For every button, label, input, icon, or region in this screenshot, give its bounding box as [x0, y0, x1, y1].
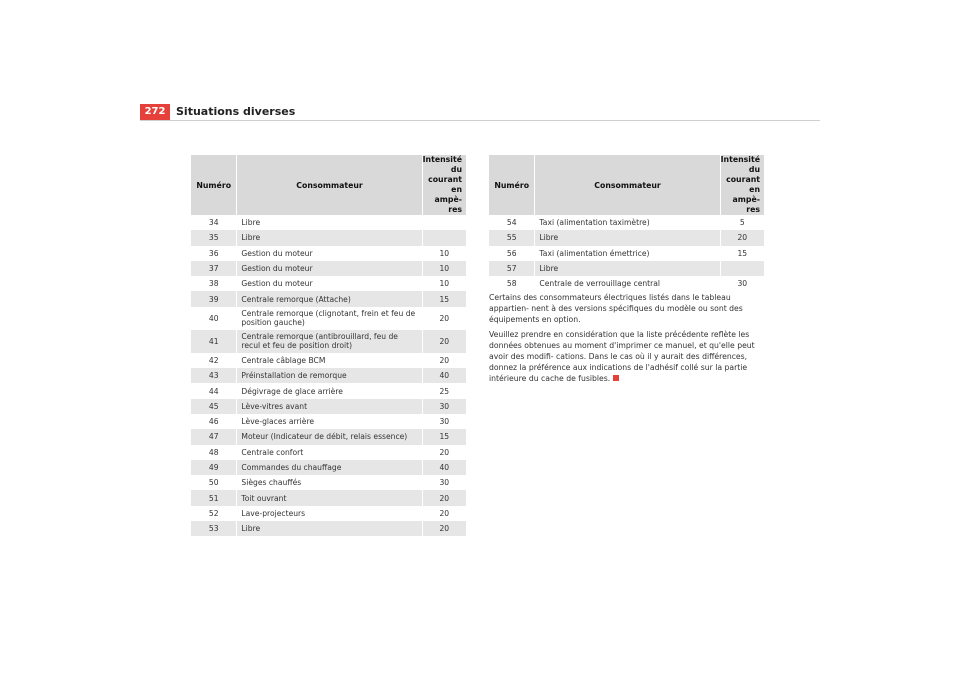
table-row: [191, 429, 466, 444]
current-cell: [720, 261, 764, 276]
current-cell: 20: [422, 490, 466, 505]
table-header-row: [191, 155, 466, 215]
note-paragraph-optional: Certains des consommateurs électriques listés dans le tableau appartien- nent à des versions spécifiques du modèle ou sont des équipements en option.: [489, 293, 743, 324]
consumer-cell: Gestion du moteur: [237, 276, 422, 291]
current-cell: 5: [720, 215, 764, 230]
table-header-row: [489, 155, 764, 215]
current-cell: 40: [422, 368, 466, 383]
table-row: [191, 506, 466, 521]
current-cell: 20: [422, 307, 466, 330]
consumer-cell: Sièges chauffés: [237, 475, 422, 490]
note-paragraph-label-precedence: [489, 329, 765, 384]
current-cell: 15: [422, 429, 466, 444]
fuse-number-cell: 37: [191, 261, 237, 276]
consumer-cell: Taxi (alimentation taximètre): [535, 215, 720, 230]
fuse-number-cell: 36: [191, 246, 237, 261]
current-header-line: en ampè-: [732, 185, 760, 204]
fuse-number-cell: 39: [191, 291, 237, 306]
current-cell: 10: [422, 246, 466, 261]
consumer-cell: Centrale remorque (Attache): [237, 291, 422, 306]
consumer-cell: Libre: [237, 521, 422, 536]
current-header-line: Intensité: [720, 155, 760, 164]
fuse-table-right: [489, 155, 764, 291]
fuse-number-cell: 38: [191, 276, 237, 291]
current-cell: 10: [422, 276, 466, 291]
table-row: [191, 445, 466, 460]
table-row: [191, 276, 466, 291]
table-row: [191, 261, 466, 276]
table-row: [191, 399, 466, 414]
consumer-cell: Libre: [237, 215, 422, 230]
table-row: [191, 368, 466, 383]
table-row: [191, 215, 466, 230]
current-header-line: res: [746, 205, 760, 214]
consumer-cell: Gestion du moteur: [237, 261, 422, 276]
table-row: [489, 230, 764, 245]
table-row: [191, 460, 466, 475]
column-header-consumer: Consommateur: [237, 155, 422, 215]
header-rule: [140, 120, 820, 121]
table-row: [489, 215, 764, 230]
column-header-consumer: Consommateur: [535, 155, 720, 215]
current-cell: 25: [422, 383, 466, 398]
current-cell: 20: [422, 353, 466, 368]
current-cell: 15: [720, 246, 764, 261]
current-cell: 20: [422, 445, 466, 460]
fuse-number-cell: 56: [489, 246, 535, 261]
current-cell: 20: [422, 330, 466, 353]
consumer-cell: Libre: [535, 230, 720, 245]
table-row: [191, 230, 466, 245]
fuse-number-cell: 49: [191, 460, 237, 475]
consumer-cell: Moteur (Indicateur de débit, relais essence): [237, 429, 422, 444]
fuse-number-cell: 34: [191, 215, 237, 230]
column-header-current: [720, 155, 764, 215]
fuse-number-cell: 48: [191, 445, 237, 460]
current-cell: 20: [720, 230, 764, 245]
consumer-cell: Gestion du moteur: [237, 246, 422, 261]
table-row: [191, 383, 466, 398]
current-cell: 30: [422, 399, 466, 414]
table-row: [489, 246, 764, 261]
fuse-number-cell: 41: [191, 330, 237, 353]
current-header-line: en ampè-: [434, 185, 462, 204]
table-row: [191, 307, 466, 330]
fuse-number-cell: 42: [191, 353, 237, 368]
current-cell: 15: [422, 291, 466, 306]
fuse-number-cell: 53: [191, 521, 237, 536]
current-cell: 30: [422, 475, 466, 490]
consumer-cell: Lève-vitres avant: [237, 399, 422, 414]
fuse-number-cell: 45: [191, 399, 237, 414]
fuse-number-cell: 40: [191, 307, 237, 330]
consumer-cell: Préinstallation de remorque: [237, 368, 422, 383]
column-header-number: Numéro: [191, 155, 237, 215]
fuse-number-cell: 50: [191, 475, 237, 490]
consumer-cell: Dégivrage de glace arrière: [237, 383, 422, 398]
consumer-cell: Toit ouvrant: [237, 490, 422, 505]
consumer-cell: Libre: [535, 261, 720, 276]
fuse-number-cell: 55: [489, 230, 535, 245]
current-cell: 20: [422, 521, 466, 536]
table-row: [191, 353, 466, 368]
fuse-number-cell: 46: [191, 414, 237, 429]
current-cell: 30: [422, 414, 466, 429]
current-cell: [422, 215, 466, 230]
page-number: 272: [140, 104, 170, 120]
fuse-number-cell: 44: [191, 383, 237, 398]
consumer-cell: Taxi (alimentation émettrice): [535, 246, 720, 261]
fuse-number-cell: 58: [489, 276, 535, 291]
consumer-cell: Libre: [237, 230, 422, 245]
consumer-cell: Centrale de verrouillage central: [535, 276, 720, 291]
consumer-cell: Centrale remorque (clignotant, frein et feu de position gauche): [237, 307, 422, 330]
table-row: [191, 246, 466, 261]
consumer-cell: Centrale confort: [237, 445, 422, 460]
fuse-number-cell: 35: [191, 230, 237, 245]
current-cell: 40: [422, 460, 466, 475]
end-of-section-icon: [613, 375, 619, 381]
consumer-cell: Lève-glaces arrière: [237, 414, 422, 429]
consumer-cell: Centrale remorque (antibrouillard, feu de recul et feu de position droit): [237, 330, 422, 353]
consumer-cell: Lave-projecteurs: [237, 506, 422, 521]
table-row: [191, 414, 466, 429]
current-header-line: du courant: [428, 165, 462, 184]
table-row: [191, 521, 466, 536]
current-cell: 20: [422, 506, 466, 521]
column-header-number: Numéro: [489, 155, 535, 215]
table-row: [191, 291, 466, 306]
table-row: [191, 475, 466, 490]
fuse-number-cell: 51: [191, 490, 237, 505]
current-cell: [422, 230, 466, 245]
fuse-number-cell: 47: [191, 429, 237, 444]
current-cell: 30: [720, 276, 764, 291]
table-body-right: [489, 215, 764, 291]
fuse-number-cell: 52: [191, 506, 237, 521]
page-title: Situations diverses: [176, 105, 296, 118]
note-paragraph-text: Veuillez prendre en considération que la liste précédente reflète les données obtenues au moment d'imprimer ce manuel, et qu'elle peut avoir des modifi- cations. Dans le cas où il y aurait des différences, donnez la préférence aux indications de l'adhésif collé sur la partie intérieure du cache de fusibles.: [489, 330, 755, 383]
consumer-cell: Centrale câblage BCM: [237, 353, 422, 368]
consumer-cell: Commandes du chauffage: [237, 460, 422, 475]
fuse-number-cell: 43: [191, 368, 237, 383]
table-row: [191, 330, 466, 353]
table-row: [489, 276, 764, 291]
table-row: [191, 490, 466, 505]
fuse-number-cell: 57: [489, 261, 535, 276]
current-cell: 10: [422, 261, 466, 276]
current-header-line: du courant: [726, 165, 760, 184]
column-header-current: [422, 155, 466, 215]
table-row: [489, 261, 764, 276]
fuse-table-left: [191, 155, 466, 536]
current-header-line: res: [448, 205, 462, 214]
fuse-number-cell: 54: [489, 215, 535, 230]
current-header-line: Intensité: [422, 155, 462, 164]
table-body-left: [191, 215, 466, 536]
